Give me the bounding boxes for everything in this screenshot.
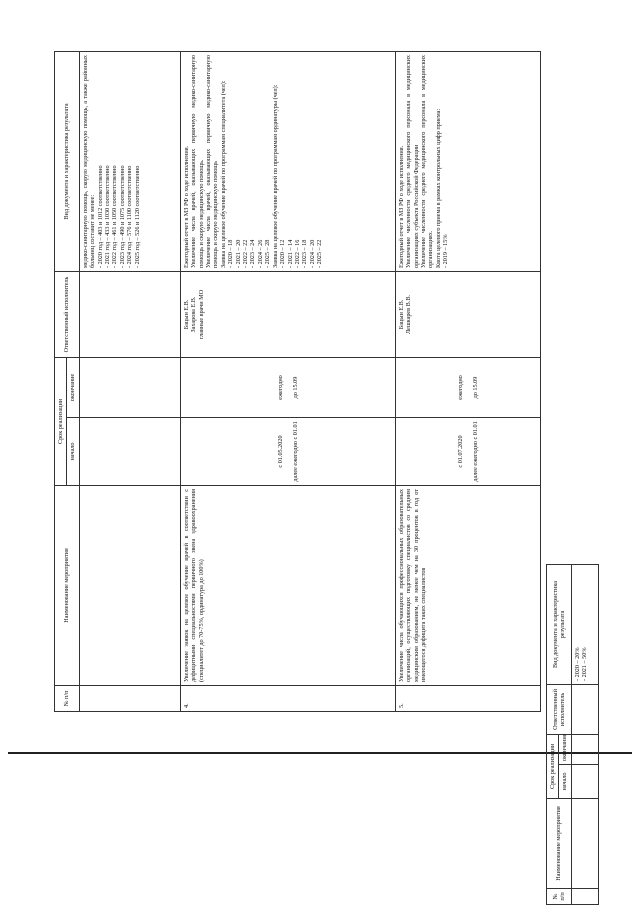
footer-cell [571,889,598,905]
header-num: № п/п [55,686,80,712]
footer-header-end: окончание [559,734,571,764]
header-start: начало [67,418,79,486]
doc-line: Заявка на целевое обучение врачей по программам специалитета (чел): [219,80,227,268]
cell-num: 4. [180,686,395,712]
doc-line: - 2022 год – 461 и 1050 соответственно [111,165,119,268]
doc-line: - 2022 – 22 [242,239,250,268]
doc-line: - 2025 – 28 [264,239,272,268]
doc-line: - 2020 год – 403 и 1012 соответственно [96,165,104,268]
table-row [395,51,540,711]
doc-line: - 2019 – 15% [442,234,450,268]
start-line: далее ежегодно с 01.01 [291,421,299,482]
doc-line: - 2020 – 12 [279,239,287,268]
second-page-fragment [546,0,599,905]
footer-header-responsible: Ответственный исполнитель [547,684,572,734]
cell-doc [180,51,395,271]
footer-cell [571,734,598,764]
doc-line: Увеличение числа врачей, оказывающих первичную медико-санитарную помощь и скорую медицинскую помощь [205,54,220,268]
cell-name [79,486,180,686]
rotated-table-page [54,52,609,712]
doc-line: - 2020 – 18 [227,239,235,268]
header-end: окончание [67,357,79,417]
end-line: до 15.09 [471,376,479,399]
page-separator-line [8,752,632,754]
doc-line: - 2023 год – 490 и 1075 соответственно [118,165,126,268]
header-name: Наименование мероприятия [55,486,80,686]
doc-line: - 2025 – 22 [316,239,324,268]
end-line: до 15.09 [291,376,299,399]
start-line: с 01.05.2020 [276,435,284,468]
cell-doc [395,51,540,271]
cell-name: Увеличение заявок на целевое обучение врачей в соответствии с дефицитными специальностями первичного звена здравоохранения (специалитет до 70-75%, ординатура до 100%) [180,486,395,686]
cell-responsible [395,271,540,357]
footer-cell [571,765,598,799]
doc-line: Квота целевого приема в рамках контрольных цифр приема: [434,108,442,268]
cell-responsible [180,271,395,357]
footer-header-doc: Вид документа и характеристика результата [547,564,572,684]
doc-line: - 2023 – 18 [301,239,309,268]
cell-start [395,418,540,486]
footer-header-name: Наименование мероприятия [547,799,572,889]
doc-line: - 2023 – 24 [249,239,257,268]
cell-end [395,357,540,417]
responsible-line: Лешкарев В.В. [405,295,413,334]
cell-responsible [79,271,180,357]
cell-name: Увеличение числа обучающихся профессиональных образовательных организаций, осуществляющих подготовку специалистов со средним медицинским образованием, не менее чем на 30 процентов в год от имеющегося дефицита таких специалистов [395,486,540,686]
doc-line: - 2021 год – 433 и 1030 соответственно [104,165,112,268]
continuation-table [546,564,599,905]
doc-line: - 2021 – 50% [581,647,589,681]
doc-line: - 2025 год – 526 и 1120 соответственно [133,165,141,268]
doc-line: медико-санитарную помощь, скорую медицинскую помощь, а также районных больниц составит не менее: [81,54,97,268]
doc-line: Ежегодный отчет в МЗ РФ о ходе исполнения. [182,145,190,268]
cell-start [79,418,180,486]
doc-line: - 2020 – 20% [573,647,581,681]
start-line: с 01.07.2020 [456,435,464,468]
table-header-row [55,51,67,711]
responsible-line: главные врачи МО [197,289,205,340]
doc-line: Увеличение численности среднего медицинского персонала в медицинских организациях субъекта Российской Федерации [405,54,420,268]
header-doc: Вид документа и характеристика результата [55,51,80,271]
doc-line: Ежегодный отчет в МЗ РФ о ходе исполнения. [397,145,405,268]
footer-header-num: № п/п [547,889,572,905]
responsible-line: Бацын Е.В. [397,299,405,330]
responsible-line: Захарова Е.В. [190,296,198,333]
doc-line: Увеличение числа врачей, оказывающих первичную медико-санитарную помощь и скорую медицинскую помощь. [190,54,205,268]
doc-line: - 2021 – 14 [286,239,294,268]
table-row [180,51,395,711]
cell-doc [79,51,180,271]
footer-cell [571,799,598,889]
end-line: ежегодно [456,375,464,400]
doc-line: - 2022 – 16 [293,239,301,268]
cell-end [180,357,395,417]
doc-line: - 2024 год – 576 и 1100 соответственно [126,165,134,268]
measures-table [54,51,541,712]
cell-end [79,357,180,417]
cell-num: 5. [395,686,540,712]
header-period: Срок реализации [55,357,67,485]
doc-line: Увеличение численности среднего медицинского персонала в медицинских организациях. [420,54,435,268]
footer-cell [571,684,598,734]
table-row-continued [79,51,180,711]
doc-line: - 2021 – 20 [234,239,242,268]
responsible-line: Бацын Е.В. [182,299,190,330]
header-responsible: Ответственный исполнитель [55,271,80,357]
cell-start [180,418,395,486]
doc-line: - 2024 – 20 [308,239,316,268]
start-line: далее ежегодно с 01.01 [471,421,479,482]
footer-header-start: начало [559,765,571,799]
cell-num [79,686,180,712]
doc-line: Заявка на целевое обучение врачей по программам ординатуры (чел): [271,84,279,268]
end-line: ежегодно [276,375,284,400]
footer-doc-cell [571,564,598,684]
footer-header-period: Срок реализации [547,734,559,798]
doc-line: - 2024 – 26 [256,239,264,268]
